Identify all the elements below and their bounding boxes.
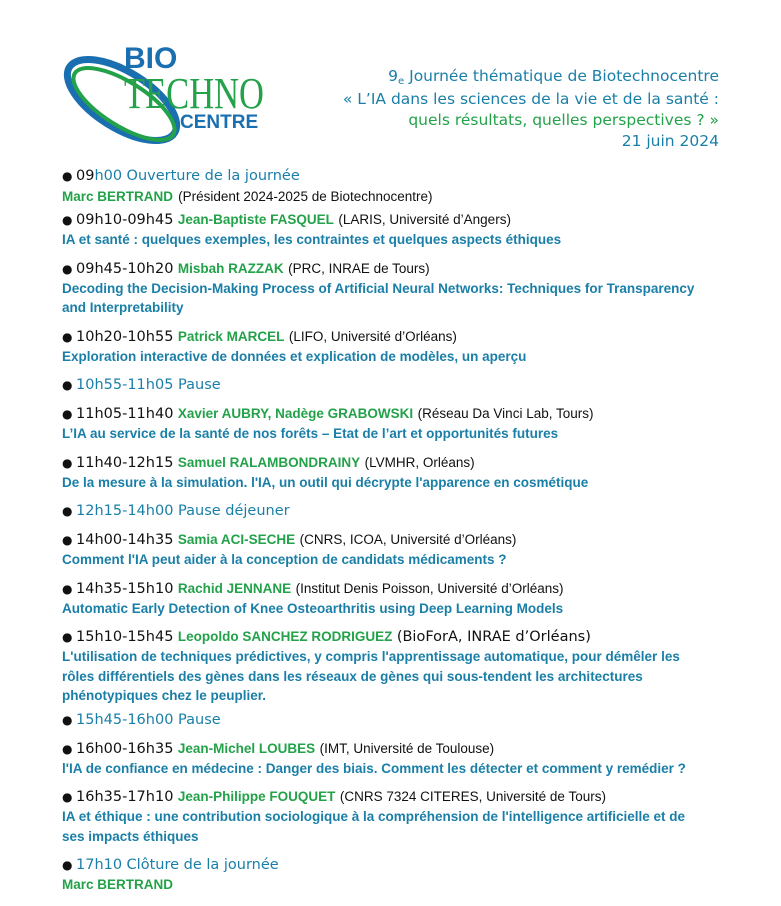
item-time: 09h10-09h45 — [76, 212, 174, 228]
event-theme-line1: « L’IA dans les sciences de la vie et de la santé : — [342, 90, 719, 108]
talk-title-line1: L'utilisation de techniques prédictives, y compris l'apprentissage automatique, pour démêler les — [62, 649, 680, 664]
bullet-icon: ● — [62, 169, 73, 183]
item-time: 10h55-11h05 — [76, 377, 174, 393]
program-item — [62, 453, 762, 493]
item-time: 14h00-14h35 — [76, 532, 174, 548]
logo-centre-text: CENTRE — [180, 112, 259, 133]
speaker-affiliation: (Institut Denis Poisson, Université d’Orléans) — [295, 580, 564, 596]
program-item — [62, 166, 762, 206]
speaker-affiliation: (LARIS, Université d’Angers) — [338, 212, 511, 227]
speaker-name: Samia ACI-SECHE — [177, 532, 296, 547]
talk-title-line1: IA et éthique : une contribution sociologique à la compréhension de l'intelligence artificielle et de — [62, 809, 686, 824]
speaker-affiliation: (LIFO, Université d’Orléans) — [288, 328, 457, 344]
talk-title: De la mesure à la simulation. l'IA, un outil qui décrypte l'apparence en cosmétique — [62, 474, 589, 490]
program-item — [62, 787, 762, 846]
speaker-affiliation: (PRC, INRAE de Tours) — [288, 260, 430, 276]
bullet-icon: ● — [62, 858, 73, 872]
edition-suffix: e — [398, 76, 405, 87]
talk-title: IA et santé : quelques exemples, les contraintes et quelques aspects éthiques — [62, 232, 562, 247]
speaker-affiliation: (CNRS, ICOA, Université d’Orléans) — [299, 532, 517, 547]
event-date: 21 juin 2024 — [621, 132, 719, 150]
bullet-icon: ● — [62, 329, 73, 344]
program-item — [62, 210, 762, 250]
item-time: 17h10 — [76, 857, 123, 873]
speaker-name: Jean-Baptiste FASQUEL — [177, 212, 334, 227]
item-label: Pause — [178, 711, 221, 728]
bullet-icon: ● — [62, 261, 73, 276]
bullet-icon: ● — [62, 790, 73, 804]
bullet-icon: ● — [62, 712, 73, 727]
item-time: 11h05-11h40 — [76, 406, 174, 422]
speaker-affiliation: (IMT, Université de Toulouse) — [319, 740, 495, 756]
item-label: Ouverture de la journée — [126, 168, 300, 184]
talk-title-line3: phénotypiques chez le peuplier. — [62, 688, 267, 703]
program-item — [62, 739, 762, 779]
speaker-affiliation: (Réseau Da Vinci Lab, Tours) — [417, 406, 594, 421]
program-item — [62, 404, 762, 444]
logo-bio-text: BIO — [124, 42, 178, 75]
logo-techno-text: TECHNO — [124, 69, 264, 118]
edition-number: 9 — [388, 67, 399, 85]
event-name: Journée thématique de Biotechnocentre — [404, 67, 719, 85]
item-time: 16h00-16h35 — [76, 740, 174, 757]
bullet-icon: ● — [62, 741, 73, 756]
talk-title-line2: ses impacts éthiques — [62, 828, 199, 844]
program-list — [62, 166, 762, 903]
speaker-name: Xavier AUBRY, Nadège GRABOWSKI — [177, 406, 414, 421]
event-header — [343, 66, 719, 152]
item-time: 16h35-17h10 — [76, 789, 174, 805]
bullet-icon: ● — [62, 504, 73, 518]
item-time-a: 09 — [76, 168, 95, 184]
item-time: 09h45-10h20 — [76, 260, 174, 277]
speaker-name: Jean-Michel LOUBES — [177, 740, 316, 756]
speaker-name: Patrick MARCEL — [177, 328, 285, 344]
speaker-name: Marc BERTRAND — [62, 877, 174, 892]
bullet-icon: ● — [62, 455, 73, 470]
speaker-name: Samuel RALAMBONDRAINY — [177, 454, 361, 470]
program-item-pause — [62, 375, 762, 395]
event-edition — [343, 66, 719, 89]
talk-title-line2: rôles différentiels des gènes dans les réseaux de gènes qui sous-tendent les architectures — [62, 668, 643, 684]
program-item — [62, 530, 762, 570]
program-item — [62, 579, 762, 619]
talk-title: Exploration interactive de données et explication de modèles, un aperçu — [62, 348, 527, 364]
event-theme-line2: quels résultats, quelles perspectives ? » — [408, 111, 719, 129]
program-item-pause — [62, 710, 762, 730]
program-item — [62, 327, 762, 367]
item-time-b: h00 — [94, 168, 123, 184]
item-label: Clôture de la journée — [126, 857, 279, 873]
bullet-icon: ● — [62, 407, 73, 421]
bullet-icon: ● — [62, 581, 73, 596]
program-item — [62, 627, 762, 706]
speaker-name: Jean-Philippe FOUQUET — [177, 789, 336, 804]
speaker-name: Leopoldo SANCHEZ RODRIGUEZ — [177, 629, 393, 644]
talk-title-line1: Decoding the Decision-Making Process of Artificial Neural Networks: Techniques for Transparency — [62, 280, 695, 296]
item-label: Pause déjeuner — [178, 503, 290, 519]
talk-title-line2: and Interpretability — [62, 300, 184, 315]
talk-title: Comment l'IA peut aider à la conception de candidats médicaments ? — [62, 552, 507, 567]
item-time: 15h45-16h00 — [76, 711, 174, 728]
program-item — [62, 259, 762, 318]
speaker-name: Marc BERTRAND — [62, 189, 174, 204]
item-time: 11h40-12h15 — [76, 454, 174, 471]
speaker-affiliation: (LVMHR, Orléans) — [364, 454, 475, 470]
talk-title: Automatic Early Detection of Knee Osteoarthritis using Deep Learning Models — [62, 600, 564, 616]
bullet-icon: ● — [62, 533, 73, 547]
speaker-affiliation: (Président 2024-2025 de Biotechnocentre) — [178, 189, 433, 204]
speaker-affiliation: (BioForA, INRAE d’Orléans) — [396, 629, 591, 645]
item-time: 12h15-14h00 — [76, 503, 174, 519]
biotechnocentre-logo — [52, 38, 267, 168]
talk-title: L’IA au service de la santé de nos forêts – Etat de l’art et opportunités futures — [62, 426, 559, 441]
speaker-affiliation: (CNRS 7324 CITERES, Université de Tours) — [339, 789, 606, 804]
speaker-name: Rachid JENNANE — [177, 580, 292, 596]
item-time: 15h10-15h45 — [76, 629, 174, 645]
program-item — [62, 855, 762, 894]
item-time: 14h35-15h10 — [76, 580, 174, 597]
bullet-icon: ● — [62, 378, 73, 392]
program-item-pause — [62, 501, 762, 521]
item-label: Pause — [178, 377, 221, 393]
speaker-name: Misbah RAZZAK — [177, 260, 284, 276]
bullet-icon: ● — [62, 213, 73, 227]
bullet-icon: ● — [62, 630, 73, 644]
talk-title: l'IA de confiance en médecine : Danger des biais. Comment les détecter et comment y remédier ? — [62, 760, 686, 776]
item-time: 10h20-10h55 — [76, 328, 174, 345]
